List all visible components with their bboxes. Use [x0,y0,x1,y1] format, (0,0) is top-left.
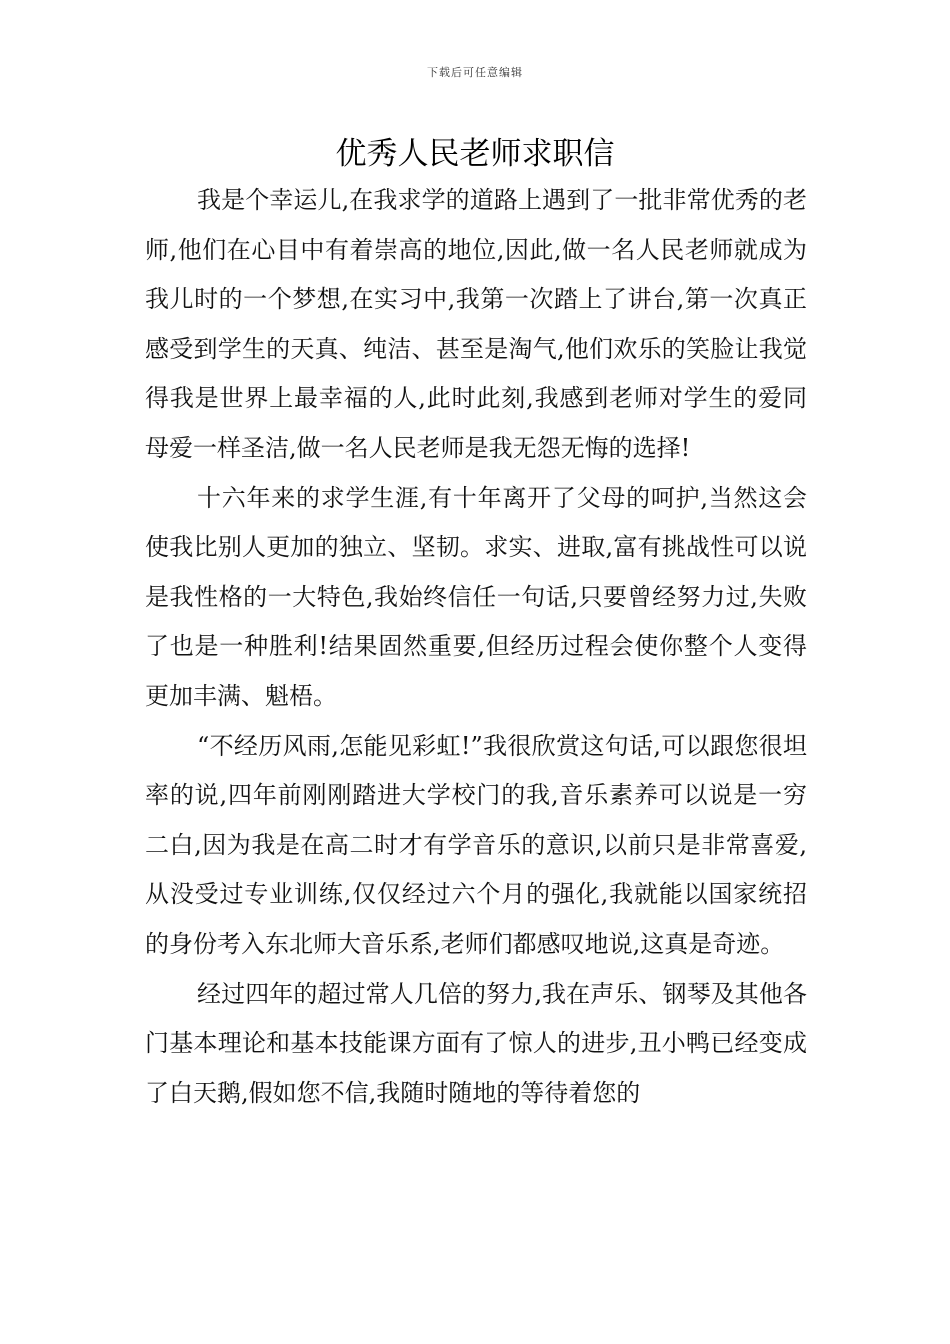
paragraph-1: 我是个幸运儿,在我求学的道路上遇到了一批非常优秀的老师,他们在心目中有着崇高的地位,因此,做一名人民老师就成为我儿时的一个梦想,在实习中,我第一次踏上了讲台,第一次真正感受到学生的天真、纯洁、甚至是淘气,他们欢乐的笑脸让我觉得我是世界上最幸福的人,此时此刻,我感到老师对学生的爱同母爱一样圣洁,做一名人民老师是我无怨无悔的选择! [145,186,807,462]
page-title: 优秀人民老师求职信 [335,136,615,172]
letter-body [145,176,807,1118]
paragraph-3: “不经历风雨,怎能见彩虹!”我很欣赏这句话,可以跟您很坦率的说,四年前刚刚踏进大学校门的我,音乐素养可以说是一穷二白,因为我是在高二时才有学音乐的意识,以前只是非常喜爱,从没受过专业训练,仅仅经过六个月的强化,我就能以国家统招的身份考入东北师大音乐系,老师们都感叹地说,这真是奇迹。 [145,731,807,958]
paragraph-2: 十六年来的求学生涯,有十年离开了父母的呵护,当然这会使我比别人更加的独立、坚韧。求实、进取,富有挑战性可以说是我性格的一大特色,我始终信任一句话,只要曾经努力过,失败了也是一种胜利!结果固然重要,但经历过程会使你整个人变得更加丰满、魁梧。 [145,483,807,710]
header-note: 下载后可任意编辑 [427,66,523,79]
paragraph-4: 经过四年的超过常人几倍的努力,我在声乐、钢琴及其他各门基本理论和基本技能课方面有了惊人的进步,丑小鸭已经变成了白天鹅,假如您不信,我随时随地的等待着您的 [145,979,807,1107]
